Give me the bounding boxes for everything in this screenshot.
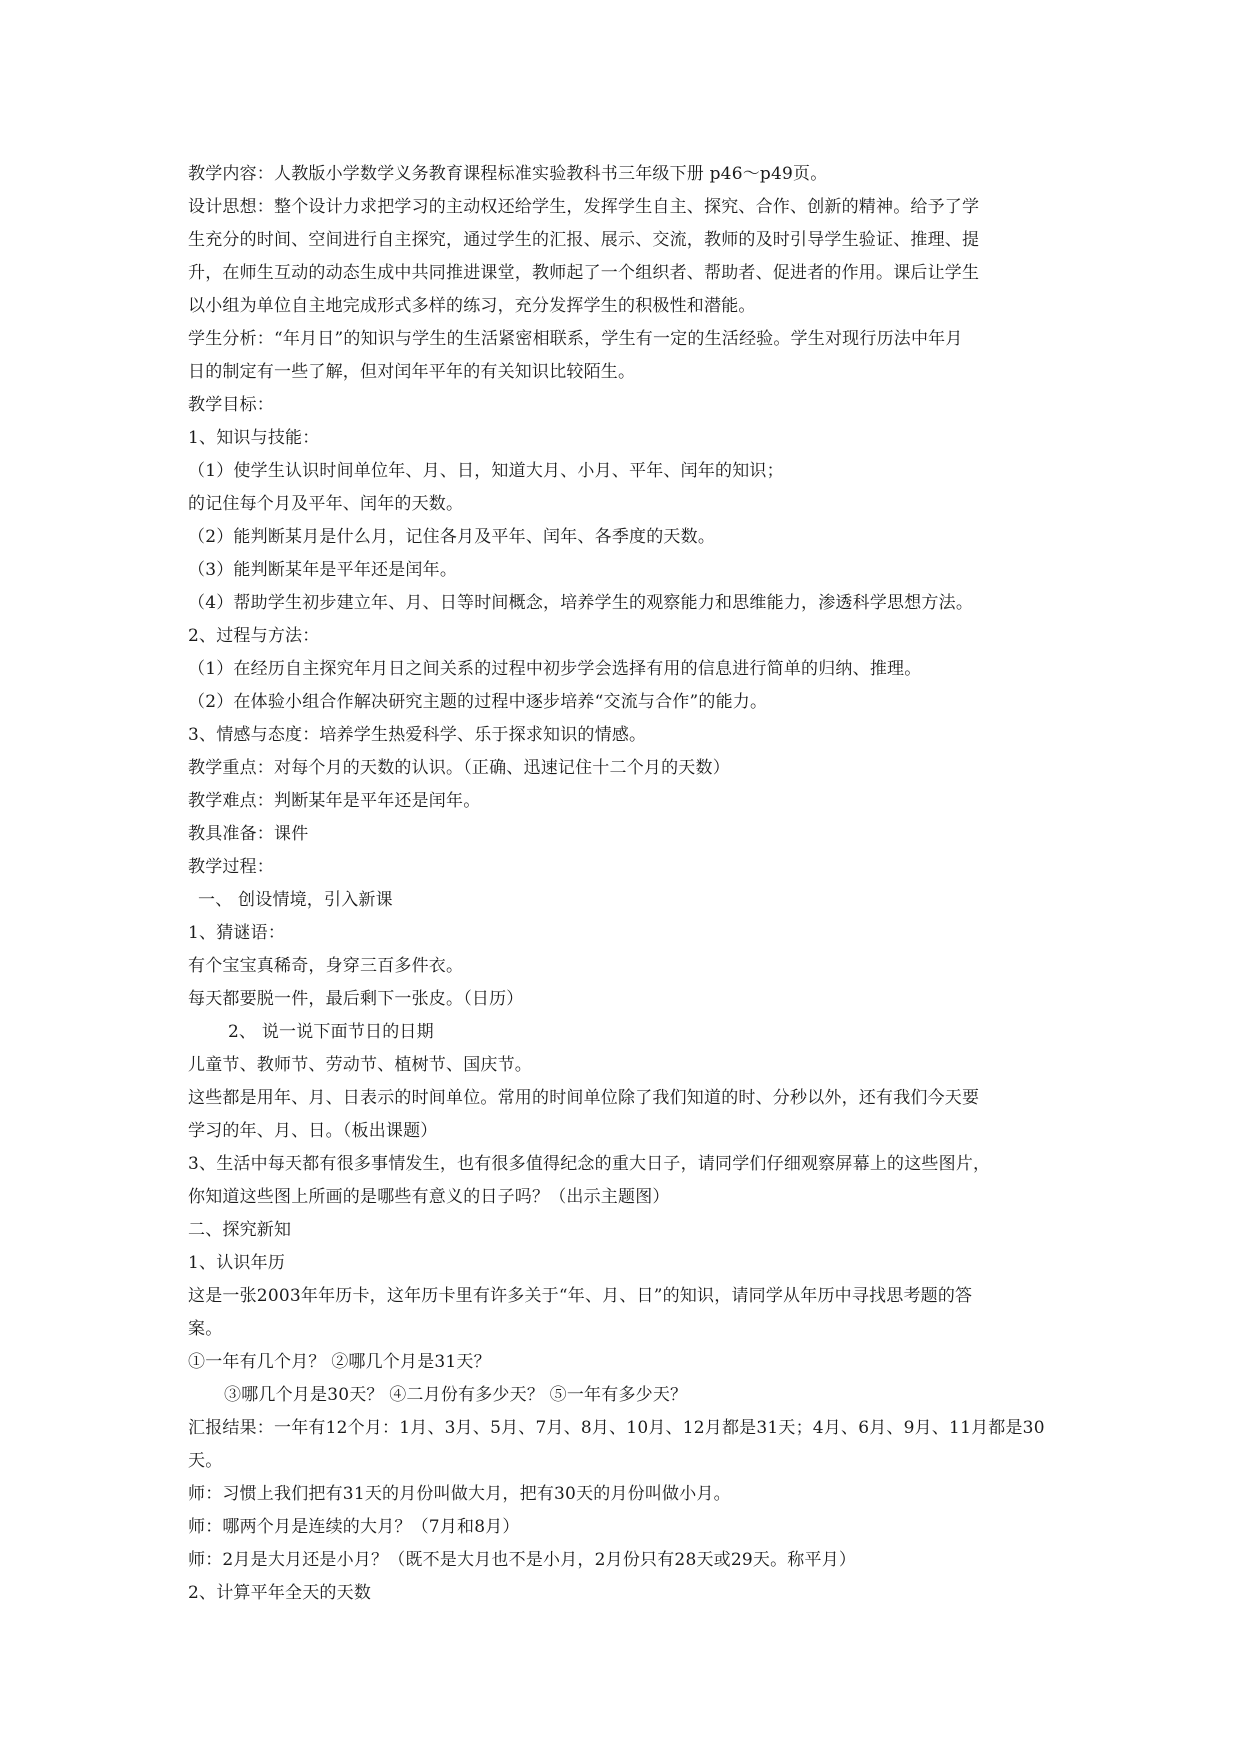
knowledge-goal-4: （4）帮助学生初步建立年、月、日等时间概念，培养学生的观察能力和思维能力，渗透科学思想方法。 [188, 593, 974, 613]
riddle-line-1: 有个宝宝真稀奇，身穿三百多件衣。 [188, 956, 464, 976]
teaching-goals-heading: 教学目标： [188, 395, 274, 415]
report-result-line-2: 天。 [188, 1451, 223, 1471]
student-analysis-line-1: 学生分析：“年月日”的知识与学生的生活紧密相联系，学生有一定的生活经验。学生对现行历法中年月 [188, 329, 963, 349]
teacher-line-3: 师：2月是大月还是小月？（既不是大月也不是小月，2月份只有28天或29天。称平月） [188, 1550, 857, 1570]
calendar-intro-line-2: 案。 [188, 1319, 223, 1339]
section-2-heading: 二、探究新知 [188, 1220, 292, 1240]
calc-common-year-heading: 2、计算平年全天的天数 [188, 1583, 372, 1603]
time-units-line-1: 这些都是用年、月、日表示的时间单位。常用的时间单位除了我们知道的时、分秒以外，还有我们今天要 [188, 1088, 980, 1108]
document-body [188, 158, 1058, 1610]
life-events-line-2: 你知道这些图上所画的是哪些有意义的日子吗？（出示主题图） [188, 1187, 670, 1207]
knowledge-goal-3: （3）能判断某年是平年还是闰年。 [188, 560, 458, 580]
difficulty-line: 教学难点：判断某年是平年还是闰年。 [188, 791, 481, 811]
calendar-intro-line-1: 这是一张2003年年历卡，这年历卡里有许多关于“年、月、日”的知识，请同学从年历中寻找思考题的答 [188, 1286, 973, 1306]
riddle-heading: 1、猜谜语： [188, 923, 286, 943]
emotion-attitude-line: 3、情感与态度：培养学生热爱科学、乐于探求知识的情感。 [188, 725, 647, 745]
questions-line-2: ③哪几个月是30天？ ④二月份有多少天？ ⑤一年有多少天？ [224, 1385, 688, 1405]
holiday-dates-heading: 2、 说一说下面节日的日期 [228, 1022, 434, 1042]
knowledge-goal-1: （1）使学生认识时间单位年、月、日，知道大月、小月、平年、闰年的知识； [188, 461, 784, 481]
process-goal-2: （2）在体验小组合作解决研究主题的过程中逐步培养“交流与合作”的能力。 [188, 692, 768, 712]
teaching-process-heading: 教学过程： [188, 857, 274, 877]
life-events-line-1: 3、生活中每天都有很多事情发生，也有很多值得纪念的重大日子，请同学们仔细观察屏幕上的这些图片， [188, 1154, 991, 1174]
process-method-heading: 2、过程与方法： [188, 626, 320, 646]
section-1-heading: 一、 创设情境，引入新课 [198, 890, 393, 910]
materials-line: 教具准备：课件 [188, 824, 309, 844]
holidays-list: 儿童节、教师节、劳动节、植树节、国庆节。 [188, 1055, 532, 1075]
knowledge-goal-2: （2）能判断某月是什么月，记住各月及平年、闰年、各季度的天数。 [188, 527, 716, 547]
student-analysis-line-2: 日的制定有一些了解，但对闰年平年的有关知识比较陌生。 [188, 362, 636, 382]
teaching-content-line: 教学内容：人教版小学数学义务教育课程标准实验教科书三年级下册 p46～p49页。 [188, 164, 828, 184]
questions-line-1: ①一年有几个月？ ②哪几个月是31天？ [188, 1352, 491, 1372]
teacher-line-2: 师：哪两个月是连续的大月？（7月和8月） [188, 1517, 520, 1537]
design-idea-line-2: 生充分的时间、空间进行自主探究，通过学生的汇报、展示、交流，教师的及时引导学生验证、推理、提 [188, 230, 980, 250]
riddle-line-2: 每天都要脱一件，最后剩下一张皮。（日历） [188, 989, 524, 1009]
calendar-heading: 1、认识年历 [188, 1253, 286, 1273]
knowledge-skills-heading: 1、知识与技能： [188, 428, 320, 448]
design-idea-line-4: 以小组为单位自主地完成形式多样的练习，充分发挥学生的积极性和潜能。 [188, 296, 756, 316]
key-point-line: 教学重点：对每个月的天数的认识。（正确、迅速记住十二个月的天数） [188, 758, 730, 778]
design-idea-line-1: 设计思想：整个设计力求把学习的主动权还给学生，发挥学生自主、探究、合作、创新的精神。给予了学 [188, 197, 980, 217]
teacher-line-1: 师：习惯上我们把有31天的月份叫做大月，把有30天的月份叫做小月。 [188, 1484, 731, 1504]
knowledge-goal-1-cont: 的记住每个月及平年、闰年的天数。 [188, 494, 464, 514]
process-goal-1: （1）在经历自主探究年月日之间关系的过程中初步学会选择有用的信息进行简单的归纳、推理。 [188, 659, 922, 679]
design-idea-line-3: 升，在师生互动的动态生成中共同推进课堂，教师起了一个组织者、帮助者、促进者的作用。课后让学生 [188, 263, 980, 283]
report-result-line-1: 汇报结果：一年有12个月：1月、3月、5月、7月、8月、10月、12月都是31天；4月、6月、9月、11月都是30 [188, 1418, 1045, 1438]
time-units-line-2: 学习的年、月、日。（板出课题） [188, 1121, 438, 1141]
